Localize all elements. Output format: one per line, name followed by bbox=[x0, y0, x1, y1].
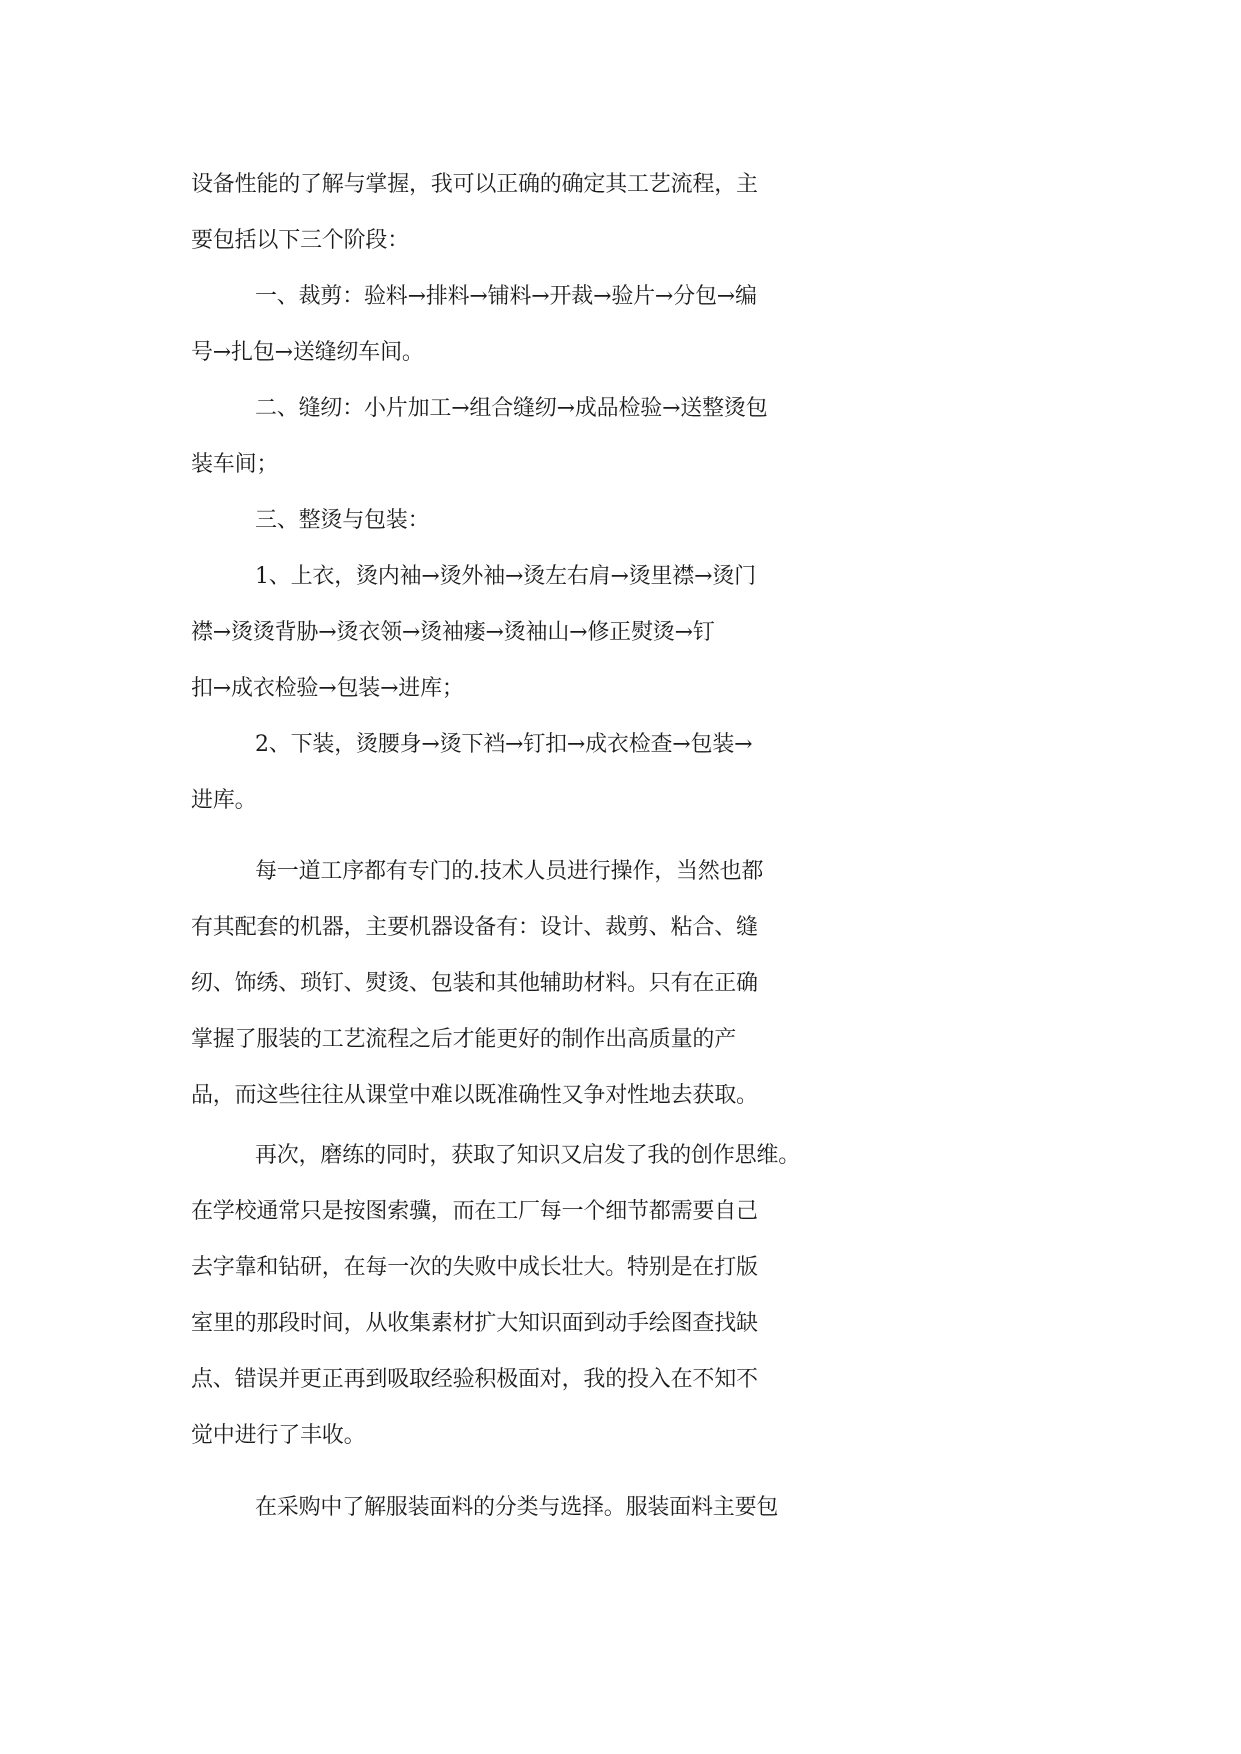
text-line: 一、裁剪：验料→排料→铺料→开裁→验片→分包→编 bbox=[255, 284, 757, 309]
text-line: 品，而这些往往从课堂中难以既准确性又争对性地去获取。 bbox=[191, 1083, 758, 1108]
text-line: 去字靠和钻研，在每一次的失败中成长壮大。特别是在打版 bbox=[191, 1255, 758, 1280]
text-line: 设备性能的了解与掌握，我可以正确的确定其工艺流程，主 bbox=[191, 172, 758, 197]
text-line: 襟→烫烫背胁→烫衣领→烫袖瘘→烫袖山→修正熨烫→钉 bbox=[191, 620, 715, 645]
text-line: 2、下装，烫腰身→烫下裆→钉扣→成衣检查→包装→ bbox=[255, 732, 753, 757]
text-line: 进库。 bbox=[191, 788, 257, 813]
text-line: 1、上衣，烫内袖→烫外袖→烫左右肩→烫里襟→烫门 bbox=[255, 564, 756, 589]
text-line: 装车间； bbox=[191, 452, 279, 477]
text-line: 二、缝纫：小片加工→组合缝纫→成品检验→送整烫包 bbox=[255, 396, 768, 421]
text-line: 每一道工序都有专门的.技术人员进行操作，当然也都 bbox=[255, 859, 764, 884]
text-line: 在采购中了解服装面料的分类与选择。服装面料主要包 bbox=[255, 1495, 779, 1520]
text-line: 觉中进行了丰收。 bbox=[191, 1423, 366, 1448]
text-line: 室里的那段时间，从收集素材扩大知识面到动手绘图查找缺 bbox=[191, 1311, 758, 1336]
text-line: 掌握了服装的工艺流程之后才能更好的制作出高质量的产 bbox=[191, 1027, 737, 1052]
text-line: 号→扎包→送缝纫车间。 bbox=[191, 340, 424, 365]
text-line: 三、整烫与包装： bbox=[255, 508, 430, 533]
text-line: 要包括以下三个阶段： bbox=[191, 228, 410, 253]
text-line: 在学校通常只是按图索骥，而在工厂每一个细节都需要自己 bbox=[191, 1199, 758, 1224]
text-line: 点、错误并更正再到吸取经验积极面对，我的投入在不知不 bbox=[191, 1367, 758, 1392]
text-line: 有其配套的机器，主要机器设备有：设计、裁剪、粘合、缝 bbox=[191, 915, 758, 940]
text-line: 再次，磨练的同时，获取了知识又启发了我的创作思维。 bbox=[255, 1143, 801, 1168]
text-line: 纫、饰绣、琐钉、熨烫、包装和其他辅助材料。只有在正确 bbox=[191, 971, 758, 996]
text-line: 扣→成衣检验→包装→进库； bbox=[191, 676, 464, 701]
